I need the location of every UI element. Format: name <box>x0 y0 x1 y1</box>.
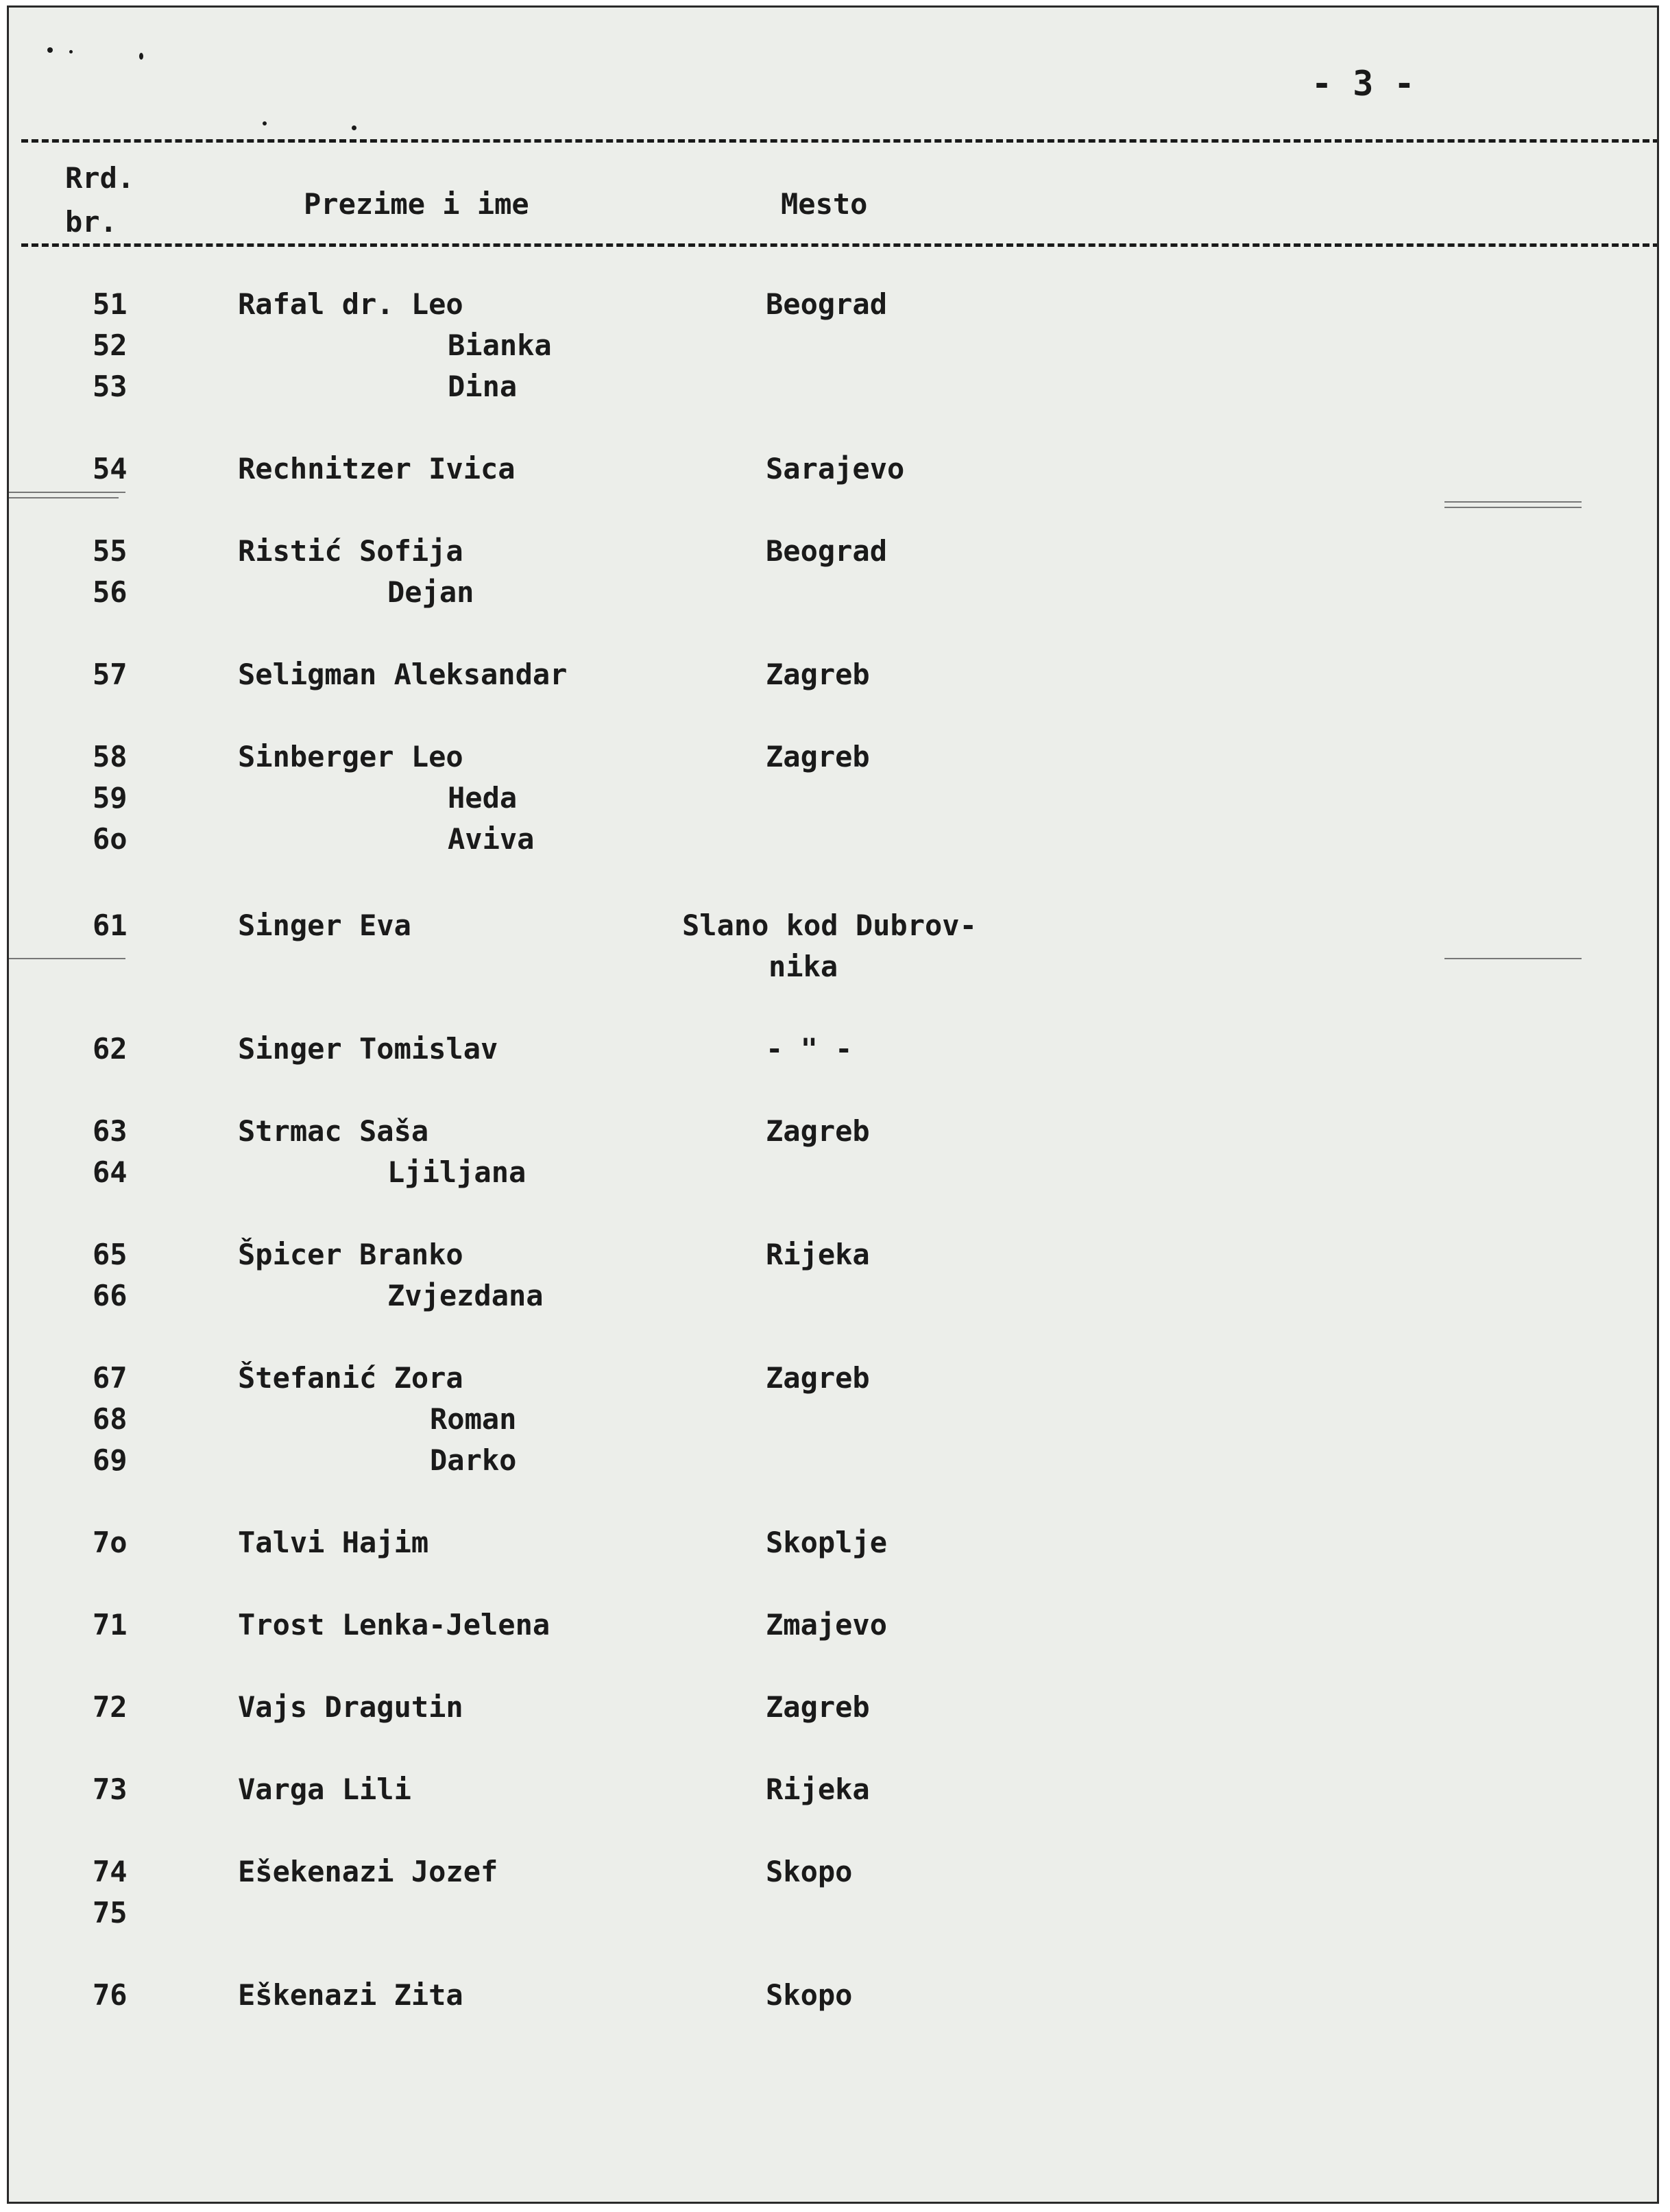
person-name: Aviva <box>448 822 535 856</box>
ink-speck <box>139 53 143 60</box>
place-name: Rijeka <box>766 1772 870 1806</box>
row-number: 6o <box>93 822 128 856</box>
place-name: Zagreb <box>766 1361 870 1395</box>
ink-speck <box>69 50 73 53</box>
row-number: 55 <box>93 534 128 568</box>
row-number: 59 <box>93 781 128 815</box>
person-name: Rafal dr. Leo <box>238 287 463 321</box>
person-name: Špicer Branko <box>238 1238 463 1271</box>
row-number: 56 <box>93 575 128 609</box>
person-name: Heda <box>448 781 518 815</box>
row-number: 66 <box>93 1279 128 1312</box>
place-name: Skopo <box>766 1978 853 2012</box>
person-name: Eškenazi Zita <box>238 1978 463 2012</box>
place-name: Zmajevo <box>766 1608 888 1642</box>
header-bottom-rule <box>21 243 1659 247</box>
person-name: Ešekenazi Jozef <box>238 1855 498 1888</box>
place-name: Beograd <box>766 534 888 568</box>
row-number: 67 <box>93 1361 128 1395</box>
margin-mark <box>9 958 125 959</box>
person-name: Trost Lenka-Jelena <box>238 1608 550 1642</box>
person-name: Roman <box>430 1402 517 1436</box>
row-number: 76 <box>93 1978 128 2012</box>
row-number: 61 <box>93 909 128 942</box>
header-top-rule <box>21 139 1659 143</box>
person-name: Singer Tomislav <box>238 1032 498 1066</box>
place-name-continued: nika <box>769 950 838 983</box>
row-number: 7o <box>93 1526 128 1559</box>
row-number: 54 <box>93 452 128 485</box>
row-number: 57 <box>93 658 128 691</box>
ink-speck <box>352 125 356 130</box>
person-name: Darko <box>430 1443 517 1477</box>
place-name: Skoplje <box>766 1526 888 1559</box>
margin-mark <box>9 497 119 498</box>
person-name: Zvjezdana <box>387 1279 544 1312</box>
header-rbr-line1: Rrd. <box>65 161 135 195</box>
row-number: 73 <box>93 1772 128 1806</box>
person-name: Dina <box>448 370 518 403</box>
person-name: Bianka <box>448 328 552 362</box>
person-name: Ristić Sofija <box>238 534 463 568</box>
header-name-column: Prezime i ime <box>304 187 529 221</box>
place-name: Rijeka <box>766 1238 870 1271</box>
place-name: Beograd <box>766 287 888 321</box>
row-number: 53 <box>93 370 128 403</box>
row-number: 65 <box>93 1238 128 1271</box>
person-name: Seligman Aleksandar <box>238 658 568 691</box>
place-name: Slano kod Dubrov- <box>682 909 977 942</box>
person-name: Štefanić Zora <box>238 1361 463 1395</box>
row-number: 62 <box>93 1032 128 1066</box>
header-rbr-line2: br. <box>65 205 117 239</box>
place-name: Sarajevo <box>766 452 905 485</box>
person-name: Ljiljana <box>387 1155 527 1189</box>
header-place-column: Mesto <box>781 187 868 221</box>
person-name: Vajs Dragutin <box>238 1690 463 1724</box>
row-number: 51 <box>93 287 128 321</box>
ditto-mark: - " - <box>766 1032 853 1066</box>
place-name: Zagreb <box>766 1114 870 1148</box>
margin-mark <box>1444 958 1582 959</box>
place-name: Skopo <box>766 1855 853 1888</box>
person-name: Talvi Hajim <box>238 1526 429 1559</box>
row-number: 71 <box>93 1608 128 1642</box>
place-name: Zagreb <box>766 1690 870 1724</box>
margin-mark <box>1444 501 1582 503</box>
row-number: 74 <box>93 1855 128 1888</box>
person-name: Singer Eva <box>238 909 411 942</box>
place-name: Zagreb <box>766 740 870 773</box>
row-number: 68 <box>93 1402 128 1436</box>
document-page <box>7 5 1659 2204</box>
person-name: Strmac Saša <box>238 1114 429 1148</box>
page-number: - 3 - <box>1311 64 1415 104</box>
margin-mark <box>1444 507 1582 508</box>
row-number: 58 <box>93 740 128 773</box>
row-number: 64 <box>93 1155 128 1189</box>
row-number: 52 <box>93 328 128 362</box>
row-number: 72 <box>93 1690 128 1724</box>
row-number: 75 <box>93 1896 128 1930</box>
ink-speck <box>263 121 267 125</box>
row-number: 69 <box>93 1443 128 1477</box>
person-name: Dejan <box>387 575 474 609</box>
place-name: Zagreb <box>766 658 870 691</box>
ink-speck <box>47 47 53 53</box>
person-name: Rechnitzer Ivica <box>238 452 516 485</box>
row-number: 63 <box>93 1114 128 1148</box>
person-name: Sinberger Leo <box>238 740 463 773</box>
margin-mark <box>9 492 125 493</box>
person-name: Varga Lili <box>238 1772 411 1806</box>
